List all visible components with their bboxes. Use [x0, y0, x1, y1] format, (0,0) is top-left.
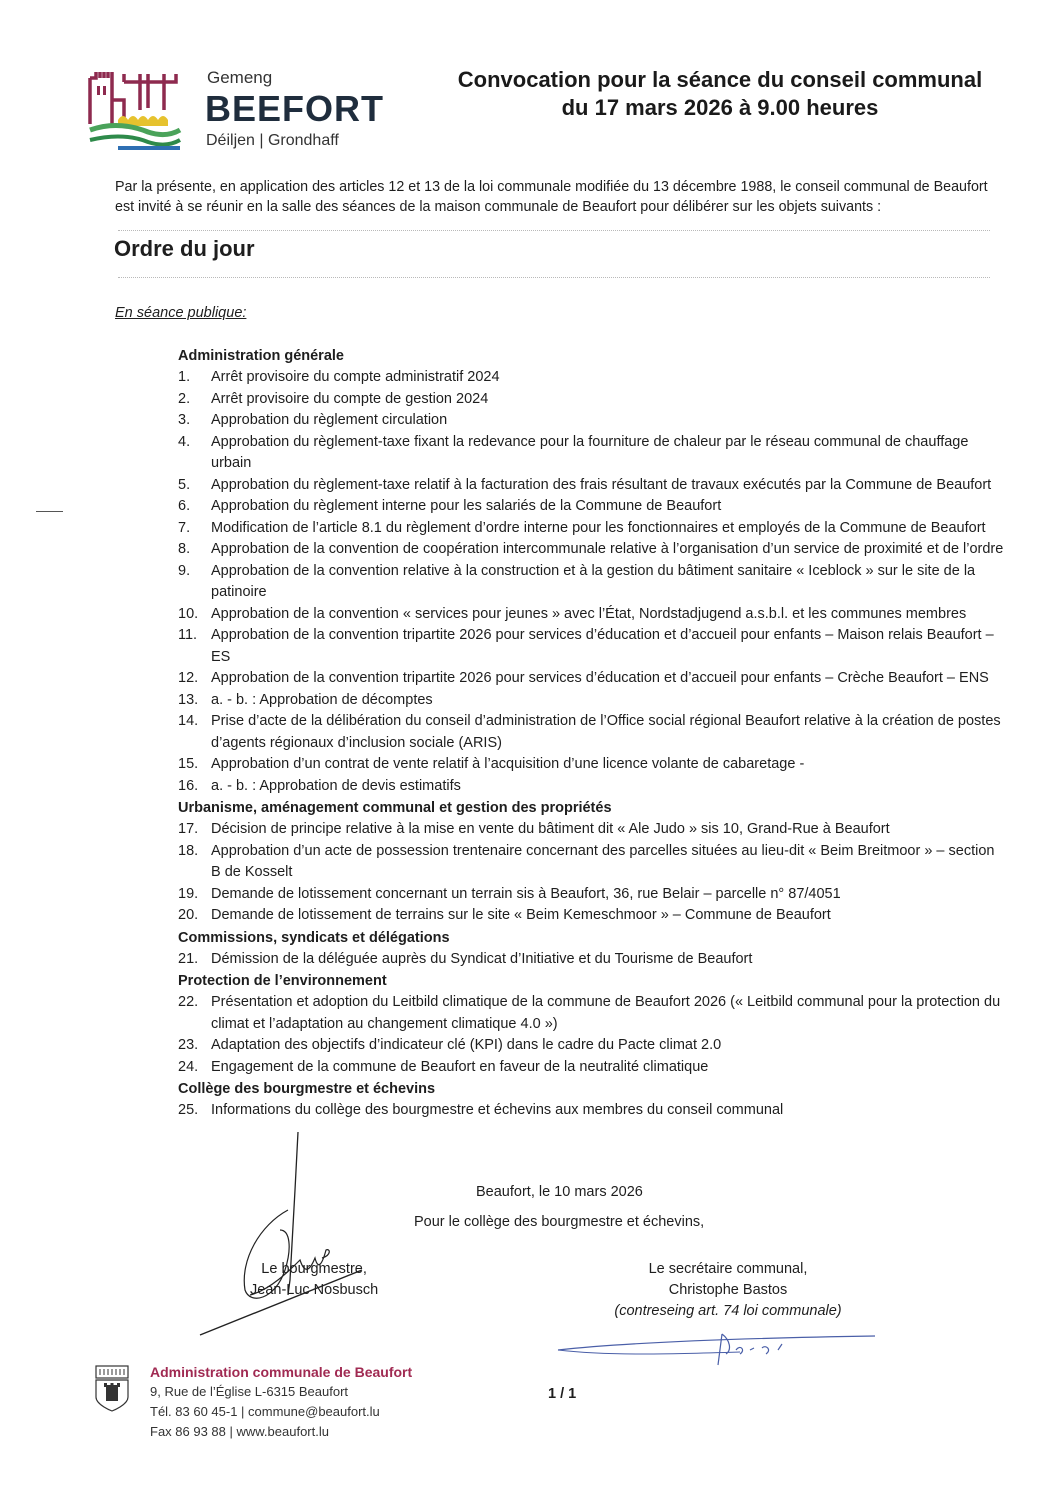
footer-contact	[150, 1362, 412, 1442]
mayor-block	[250, 1259, 378, 1301]
agenda-item	[178, 905, 1008, 927]
agenda-section-heading: Collège des bourgmestre et échevins	[178, 1081, 436, 1097]
beefort-logo-graphic	[88, 70, 183, 152]
margin-fold-mark	[36, 511, 63, 512]
agenda-item-text: Approbation de la convention relative à la construction et à la gestion du bâtiment sanitaire « Iceblock » sur le site de la patinoire	[211, 562, 976, 600]
agenda-item-number: 19.	[178, 885, 199, 902]
agenda-item-text: Adaptation des objectifs d’indicateur clé (KPI) dans le cadre du Pacte climat 2.0	[211, 1037, 722, 1053]
agenda-item	[178, 432, 1008, 475]
divider-bottom	[118, 277, 990, 278]
agenda-section-heading: Urbanisme, aménagement communal et gestion des propriétés	[178, 800, 612, 816]
agenda-section-heading: Commissions, syndicats et délégations	[178, 929, 450, 946]
agenda-item	[178, 475, 1008, 497]
commune-crest-icon	[95, 1365, 129, 1413]
secretary-signature-icon	[550, 1320, 880, 1370]
agenda-item	[178, 841, 1008, 884]
title-line-2: du 17 mars 2026 à 9.00 heures	[561, 95, 879, 120]
title-line-1: Convocation pour la séance du conseil communal	[457, 67, 983, 92]
mayor-role: Le bourgmestre,	[261, 1261, 367, 1277]
agenda-item	[178, 496, 1008, 518]
agenda-item	[178, 776, 1008, 798]
agenda-item-number: 11.	[178, 627, 198, 643]
agenda-item-number: 8.	[178, 541, 191, 557]
agenda-item-text: Informations du collège des bourgmestre et échevins aux membres du conseil communal	[211, 1102, 784, 1118]
agenda-item	[178, 1057, 1008, 1079]
agenda-item-text: Approbation de la convention tripartite 2026 pour services d’éducation et d’accueil pour enfants – Maison relais Beaufort – ES	[211, 627, 994, 665]
agenda-item-number: 7.	[178, 519, 191, 536]
agenda-item-text: Engagement de la commune de Beaufort en faveur de la neutralité climatique	[211, 1058, 709, 1075]
agenda-item	[178, 1035, 1008, 1057]
agenda-item	[178, 949, 1008, 971]
agenda-item	[178, 992, 1008, 1035]
agenda-item-number: 22.	[178, 994, 199, 1010]
agenda-section-heading: Administration générale	[178, 348, 344, 364]
agenda-item-text: Décision de principe relative à la mise en vente du bâtiment dit « Ale Judo » sis 10, Grand-Rue à Beaufort	[211, 821, 890, 837]
agenda-item-number: 18.	[178, 842, 199, 859]
agenda-item-number: 5.	[178, 476, 191, 493]
signature-college-line: Pour le collège des bourgmestre et échevins,	[414, 1214, 705, 1230]
agenda-item	[178, 754, 1008, 776]
agenda-item	[178, 711, 1008, 754]
agenda-item-text: Approbation de la convention « services pour jeunes » avec l’État, Nordstadjugend a.s.b.l. et les communes membres	[211, 605, 967, 622]
agenda-item-text: Approbation du règlement-taxe fixant la redevance pour la fourniture de chaleur par le réseau communal de chauffage urbain	[211, 433, 969, 471]
document-title	[440, 66, 1000, 122]
agenda-item-number: 21.	[178, 950, 199, 967]
agenda-item-text: Approbation du règlement circulation	[211, 412, 448, 428]
agenda-item	[178, 884, 1008, 906]
agenda-item-text: Modification de l’article 8.1 du règlement d’ordre interne pour les fonctionnaires et employés de la Commune de Beaufort	[211, 519, 986, 536]
signature-date: Beaufort, le 10 mars 2026	[476, 1184, 643, 1200]
agenda-item-number: 23.	[178, 1037, 199, 1053]
agenda-item-number: 1.	[178, 369, 191, 385]
agenda-item	[178, 561, 1008, 604]
agenda-item-text: Approbation de la convention tripartite 2026 pour services d’éducation et d’accueil pour enfants – Crèche Beaufort – ENS	[211, 670, 989, 686]
agenda-list	[178, 345, 1008, 1122]
agenda-item-text: Approbation d’un contrat de vente relatif à l’acquisition d’une licence volante de cabaretage -	[211, 756, 805, 772]
agenda-item	[178, 625, 1008, 668]
public-session-label: En séance publique:	[115, 305, 247, 321]
divider-top	[118, 230, 990, 231]
agenda-item	[178, 819, 1008, 841]
agenda-item	[178, 367, 1008, 389]
mayor-name: Jean-Luc Nosbusch	[250, 1282, 379, 1298]
agenda-title: Ordre du jour	[114, 236, 255, 261]
agenda-item-number: 20.	[178, 907, 199, 923]
agenda-item-text: Approbation du règlement-taxe relatif à la facturation des frais résultant de travaux exécutés par la Commune de Beaufort	[211, 476, 992, 493]
footer-fax-web: Fax 86 93 88 | www.beaufort.lu	[150, 1424, 329, 1439]
agenda-item	[178, 690, 1008, 712]
agenda-item	[178, 518, 1008, 540]
agenda-item-number: 10.	[178, 605, 199, 622]
intro-paragraph: Par la présente, en application des articles 12 et 13 de la loi communale modifiée du 13 décembre 1988, le conseil communal de Beaufort est invité à se réunir en la salle des séances de la maison communale de Beaufort pour délibérer sur les objets suivants :	[115, 179, 988, 215]
agenda-item-text: Présentation et adoption du Leitbild climatique de la commune de Beaufort 2026 (« Leitbild communal pour la protection du climat et l’adaptation au changement climatique 4.0 »)	[211, 994, 1001, 1032]
agenda-item-number: 2.	[178, 390, 191, 407]
mayor-signature-icon	[190, 1130, 370, 1350]
agenda-item-number: 6.	[178, 498, 191, 514]
agenda-section-heading: Protection de l’environnement	[178, 973, 387, 989]
agenda-item	[178, 410, 1008, 432]
agenda-item-number: 13.	[178, 691, 199, 708]
agenda-item-number: 24.	[178, 1058, 199, 1075]
agenda-item-number: 17.	[178, 821, 199, 837]
secretary-name: Christophe Bastos	[668, 1282, 788, 1298]
agenda-item-text: Prise d’acte de la délibération du conseil d’administration de l’Office social régional Beaufort relative à la création de postes d’agents régionaux d’inclusion sociale (ARIS)	[211, 713, 1001, 751]
agenda-item-text: Arrêt provisoire du compte administratif 2024	[211, 369, 500, 385]
secretary-note: (contreseing art. 74 loi communale)	[614, 1303, 842, 1319]
agenda-item-text: a. - b. : Approbation de devis estimatifs	[211, 777, 461, 794]
agenda-item-number: 14.	[178, 713, 199, 729]
agenda-item-text: Demande de lotissement de terrains sur le site « Beim Kemeschmoor » – Commune de Beaufort	[211, 907, 831, 923]
agenda-item-number: 4.	[178, 433, 191, 450]
agenda-item-text: Approbation d’un acte de possession trentenaire concernant des parcelles situées au lieu-dit « Beim Breitmoor » – section B de Kosselt	[211, 842, 995, 880]
agenda-item-text: Démission de la déléguée auprès du Syndicat d’Initiative et du Tourisme de Beaufort	[211, 950, 753, 967]
agenda-item-text: Arrêt provisoire du compte de gestion 2024	[211, 390, 489, 407]
logo-beefort: BEEFORT	[205, 88, 385, 129]
agenda-item-text: Demande de lotissement concernant un terrain sis à Beaufort, 36, rue Belair – parcelle n° 87/4051	[211, 885, 841, 902]
agenda-item-number: 16.	[178, 777, 199, 794]
page-number: 1 / 1	[548, 1386, 577, 1402]
agenda-item-text: Approbation de la convention de coopération intercommunale relative à l’organisation d’un service de proximité et de l’ordre	[211, 541, 1004, 557]
secretary-block	[610, 1259, 846, 1322]
agenda-item	[178, 539, 1008, 561]
agenda-item-number: 12.	[178, 670, 199, 686]
secretary-role: Le secrétaire communal,	[648, 1261, 808, 1277]
agenda-item-number: 15.	[178, 756, 199, 772]
footer-phone-email: Tél. 83 60 45-1 | commune@beaufort.lu	[150, 1404, 380, 1419]
agenda-item-number: 25.	[178, 1102, 199, 1118]
agenda-item-text: a. - b. : Approbation de décomptes	[211, 691, 433, 708]
agenda-item	[178, 389, 1008, 411]
footer-address: 9, Rue de l’Église L-6315 Beaufort	[150, 1384, 349, 1399]
agenda-item	[178, 604, 1008, 626]
agenda-item	[178, 668, 1008, 690]
agenda-item	[178, 1100, 1008, 1122]
footer-org: Administration communale de Beaufort	[150, 1364, 413, 1380]
agenda-item-number: 9.	[178, 562, 191, 579]
logo-gemeng: Gemeng	[207, 68, 273, 87]
logo-subtitle: Déiljen | Grondhaff	[206, 132, 339, 149]
agenda-item-text: Approbation du règlement interne pour les salariés de la Commune de Beaufort	[211, 498, 722, 514]
agenda-item-number: 3.	[178, 412, 191, 428]
